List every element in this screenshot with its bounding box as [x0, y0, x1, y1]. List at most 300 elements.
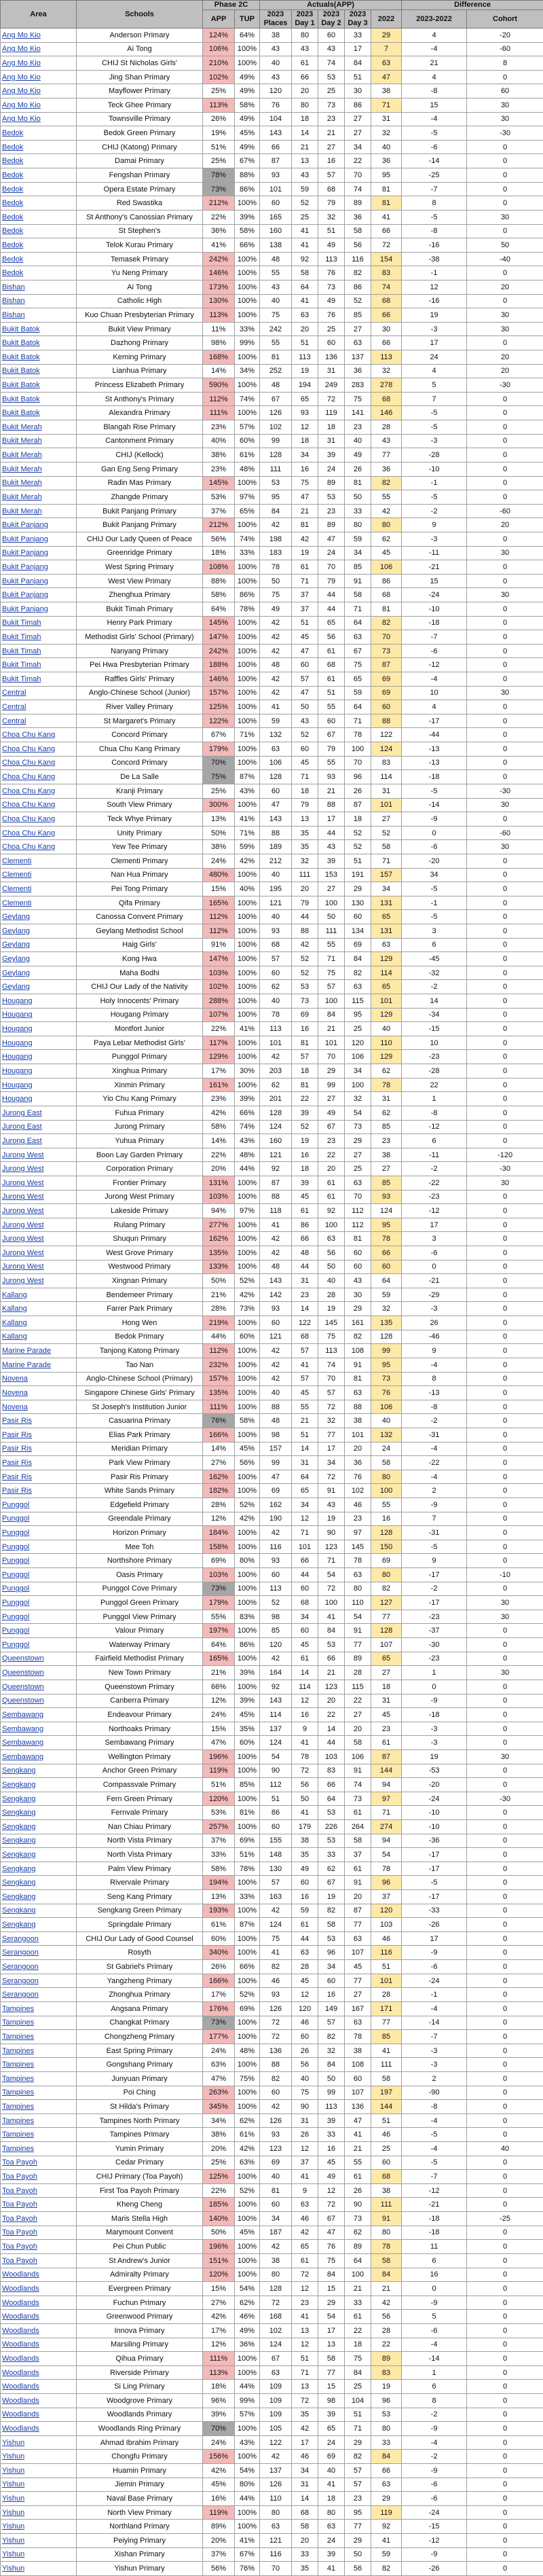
- area-cell[interactable]: Hougang: [1, 1036, 77, 1050]
- area-cell[interactable]: Pasir Ris: [1, 1414, 77, 1428]
- table-row: [1, 1134, 543, 1148]
- area-cell[interactable]: Sengkang: [1, 1904, 77, 1918]
- area-cell[interactable]: Punggol: [1, 1540, 77, 1554]
- area-cell[interactable]: Woodlands: [1, 2310, 77, 2324]
- area-cell[interactable]: Sengkang: [1, 1862, 77, 1876]
- table-row: [1, 1526, 543, 1540]
- area-cell[interactable]: Novena: [1, 1386, 77, 1400]
- area-cell[interactable]: Serangoon: [1, 1974, 77, 1988]
- day2-cell: 49: [318, 238, 345, 253]
- day3-cell: 82: [345, 266, 371, 280]
- app-cell: 70%: [203, 2422, 235, 2436]
- area-cell[interactable]: Punggol: [1, 1526, 77, 1540]
- diff-cell: -4: [402, 112, 467, 126]
- app-cell: 91%: [203, 938, 235, 952]
- places-cell: 63: [260, 2520, 292, 2534]
- area-cell[interactable]: Hougang: [1, 1050, 77, 1064]
- day1-cell: 35: [292, 2408, 318, 2422]
- cohort-cell: 0: [467, 854, 543, 868]
- area-cell[interactable]: Hougang: [1, 1064, 77, 1078]
- area-cell[interactable]: Sengkang: [1, 1792, 77, 1806]
- area-cell[interactable]: Tampines: [1, 2030, 77, 2044]
- day3-cell: 77: [345, 1974, 371, 1988]
- y2022-cell: 82: [371, 476, 402, 490]
- area-cell[interactable]: Geylang: [1, 924, 77, 939]
- area-cell[interactable]: Sengkang: [1, 1876, 77, 1890]
- area-cell[interactable]: Tampines: [1, 2071, 77, 2086]
- app-cell: 277%: [203, 1218, 235, 1232]
- places-cell: 105: [260, 2422, 292, 2436]
- area-cell[interactable]: Punggol: [1, 1512, 77, 1526]
- area-cell[interactable]: Bedok: [1, 238, 77, 253]
- area-cell[interactable]: Sembawang: [1, 1722, 77, 1736]
- area-cell[interactable]: Woodlands: [1, 2408, 77, 2422]
- area-cell[interactable]: Toa Payoh: [1, 2198, 77, 2212]
- area-cell[interactable]: Ang Mo Kio: [1, 112, 77, 126]
- y2022-cell: 74: [371, 280, 402, 294]
- area-cell[interactable]: Choa Chu Kang: [1, 826, 77, 840]
- area-cell[interactable]: Choa Chu Kang: [1, 770, 77, 784]
- area-cell[interactable]: Bukit Merah: [1, 476, 77, 490]
- table-row: [1, 112, 543, 126]
- diff-cell: -14: [402, 798, 467, 812]
- area-cell[interactable]: Geylang: [1, 966, 77, 980]
- cohort-cell: 20: [467, 518, 543, 532]
- area-cell[interactable]: Bukit Merah: [1, 462, 77, 476]
- area-cell[interactable]: Queenstown: [1, 1652, 77, 1666]
- area-cell[interactable]: Bukit Batok: [1, 350, 77, 365]
- app-cell: 103%: [203, 1190, 235, 1204]
- table-row: [1, 1680, 543, 1694]
- day3-cell: 18: [345, 2338, 371, 2352]
- tup-cell: 100%: [235, 1260, 260, 1274]
- cohort-cell: 0: [467, 1470, 543, 1484]
- area-cell[interactable]: Choa Chu Kang: [1, 840, 77, 854]
- area-cell[interactable]: Toa Payoh: [1, 2170, 77, 2184]
- area-cell[interactable]: Toa Payoh: [1, 2240, 77, 2254]
- area-cell[interactable]: Bukit Batok: [1, 392, 77, 406]
- places-cell: 42: [260, 644, 292, 658]
- school-cell: Singapore Chinese Girls' Primary: [77, 1386, 203, 1400]
- area-cell[interactable]: Bukit Merah: [1, 490, 77, 505]
- area-cell[interactable]: Punggol: [1, 1582, 77, 1596]
- area-cell[interactable]: Bukit Timah: [1, 658, 77, 672]
- area-cell[interactable]: Bukit Panjang: [1, 574, 77, 588]
- cohort-cell: 0: [467, 952, 543, 966]
- day2-cell: 72: [318, 392, 345, 406]
- area-cell[interactable]: Hougang: [1, 1008, 77, 1022]
- area-cell[interactable]: Jurong West: [1, 1162, 77, 1176]
- area-cell[interactable]: Clementi: [1, 896, 77, 910]
- area-cell[interactable]: Woodlands: [1, 2338, 77, 2352]
- area-cell[interactable]: Bukit Merah: [1, 420, 77, 435]
- area-cell[interactable]: Bedok: [1, 196, 77, 211]
- area-cell[interactable]: Choa Chu Kang: [1, 756, 77, 770]
- area-cell[interactable]: Queenstown: [1, 1680, 77, 1694]
- cohort-cell: 0: [467, 2338, 543, 2352]
- day1-cell: 41: [292, 1736, 318, 1750]
- day1-cell: 56: [292, 2058, 318, 2072]
- area-cell[interactable]: Bishan: [1, 280, 77, 294]
- area-cell[interactable]: Tampines: [1, 2016, 77, 2030]
- area-cell[interactable]: Yishun: [1, 2547, 77, 2562]
- school-cell: Fuchun Primary: [77, 2296, 203, 2310]
- day1-cell: 90: [292, 2100, 318, 2114]
- app-cell: 53%: [203, 1806, 235, 1820]
- area-cell[interactable]: Punggol: [1, 1610, 77, 1624]
- area-cell[interactable]: Tampines: [1, 2142, 77, 2156]
- day3-cell: 51: [345, 2408, 371, 2422]
- area-cell[interactable]: Bukit Timah: [1, 630, 77, 645]
- area-cell[interactable]: Tampines: [1, 2100, 77, 2114]
- area-cell[interactable]: Tampines: [1, 2001, 77, 2016]
- area-cell[interactable]: Hougang: [1, 1078, 77, 1092]
- area-cell[interactable]: Tampines: [1, 2086, 77, 2100]
- area-cell[interactable]: Bukit Timah: [1, 644, 77, 658]
- area-cell[interactable]: Punggol: [1, 1624, 77, 1638]
- area-cell[interactable]: Woodlands: [1, 2365, 77, 2380]
- area-cell[interactable]: Yishun: [1, 2520, 77, 2534]
- area-cell[interactable]: Yishun: [1, 2464, 77, 2478]
- day1-cell: 71: [292, 574, 318, 588]
- area-cell[interactable]: Kallang: [1, 1316, 77, 1330]
- area-cell[interactable]: Marine Parade: [1, 1344, 77, 1358]
- cohort-cell: 40: [467, 2142, 543, 2156]
- area-cell[interactable]: Jurong West: [1, 1204, 77, 1218]
- area-cell[interactable]: Bukit Merah: [1, 434, 77, 448]
- area-cell[interactable]: Jurong West: [1, 1218, 77, 1232]
- area-cell[interactable]: Sembawang: [1, 1708, 77, 1722]
- places-cell: 136: [260, 2044, 292, 2058]
- area-cell[interactable]: Sengkang: [1, 1834, 77, 1848]
- table-row: [1, 1246, 543, 1260]
- area-cell[interactable]: Tampines: [1, 2114, 77, 2128]
- places-cell: 40: [260, 910, 292, 924]
- area-cell[interactable]: Sengkang: [1, 1918, 77, 1932]
- school-cell: Junyuan Primary: [77, 2071, 203, 2086]
- area-cell[interactable]: Jurong West: [1, 1274, 77, 1288]
- area-cell[interactable]: Bedok: [1, 252, 77, 266]
- area-cell[interactable]: Novena: [1, 1400, 77, 1414]
- area-cell[interactable]: Geylang: [1, 938, 77, 952]
- area-cell[interactable]: Yishun: [1, 2478, 77, 2492]
- area-cell[interactable]: Bukit Merah: [1, 504, 77, 518]
- area-cell[interactable]: Punggol: [1, 1568, 77, 1582]
- school-cell: Shuqun Primary: [77, 1232, 203, 1246]
- area-cell[interactable]: Pasir Ris: [1, 1470, 77, 1484]
- area-cell[interactable]: Hougang: [1, 1022, 77, 1036]
- area-cell[interactable]: Sengkang: [1, 1778, 77, 1792]
- area-cell[interactable]: Bedok: [1, 224, 77, 238]
- area-cell[interactable]: Bedok: [1, 182, 77, 196]
- area-cell[interactable]: Yishun: [1, 2534, 77, 2548]
- area-cell[interactable]: Bishan: [1, 294, 77, 308]
- area-cell[interactable]: Sengkang: [1, 1848, 77, 1862]
- tup-cell: 100%: [235, 742, 260, 757]
- area-cell[interactable]: Ang Mo Kio: [1, 84, 77, 98]
- diff-cell: 1: [402, 2365, 467, 2380]
- y2022-cell: 42: [371, 2296, 402, 2310]
- day2-cell: 43: [318, 42, 345, 56]
- day2-cell: 17: [318, 1442, 345, 1456]
- places-cell: 42: [260, 686, 292, 700]
- diff-cell: -17: [402, 714, 467, 728]
- area-cell[interactable]: Bukit Panjang: [1, 546, 77, 560]
- places-cell: 165: [260, 210, 292, 224]
- area-cell[interactable]: Yishun: [1, 2492, 77, 2506]
- tup-cell: 39%: [235, 210, 260, 224]
- school-cell: Kong Hwa: [77, 952, 203, 966]
- area-cell[interactable]: Pasir Ris: [1, 1456, 77, 1470]
- area-cell[interactable]: Jurong East: [1, 1120, 77, 1134]
- table-row: [1, 1862, 543, 1876]
- day3-cell: 22: [345, 1694, 371, 1708]
- cohort-cell: 0: [467, 2198, 543, 2212]
- y2022-cell: 171: [371, 2001, 402, 2016]
- area-cell[interactable]: Jurong West: [1, 1190, 77, 1204]
- area-cell[interactable]: Bukit Batok: [1, 322, 77, 336]
- area-cell[interactable]: Toa Payoh: [1, 2253, 77, 2268]
- y2022-cell: 82: [371, 616, 402, 630]
- area-cell[interactable]: Serangoon: [1, 1960, 77, 1974]
- area-cell[interactable]: Choa Chu Kang: [1, 798, 77, 812]
- school-cell: Canberra Primary: [77, 1694, 203, 1708]
- area-cell[interactable]: Sengkang: [1, 1764, 77, 1778]
- area-cell[interactable]: Jurong East: [1, 1134, 77, 1148]
- area-cell[interactable]: Clementi: [1, 868, 77, 882]
- area-cell[interactable]: Kallang: [1, 1288, 77, 1302]
- day1-cell: 23: [292, 2296, 318, 2310]
- area-cell[interactable]: Bukit Panjang: [1, 532, 77, 546]
- area-cell[interactable]: Woodlands: [1, 2393, 77, 2408]
- app-cell: 108%: [203, 560, 235, 575]
- day1-cell: 21: [292, 140, 318, 154]
- diff-cell: -23: [402, 1652, 467, 1666]
- day1-cell: 31: [292, 1456, 318, 1470]
- area-cell[interactable]: Pasir Ris: [1, 1428, 77, 1442]
- day2-cell: 74: [318, 56, 345, 71]
- day3-cell: 108: [345, 2058, 371, 2072]
- school-cell: Montfort Junior: [77, 1022, 203, 1036]
- area-cell[interactable]: Jurong West: [1, 1148, 77, 1162]
- area-cell[interactable]: Yishun: [1, 2435, 77, 2450]
- area-cell[interactable]: Yishun: [1, 2505, 77, 2520]
- places-cell: 42: [260, 616, 292, 630]
- y2022-cell: 85: [371, 1120, 402, 1134]
- tup-cell: 44%: [235, 1162, 260, 1176]
- area-cell[interactable]: Central: [1, 714, 77, 728]
- area-cell[interactable]: Kallang: [1, 1302, 77, 1316]
- table-row: [1, 2450, 543, 2464]
- day2-cell: 60: [318, 714, 345, 728]
- y2022-cell: 41: [371, 210, 402, 224]
- area-cell[interactable]: Toa Payoh: [1, 2226, 77, 2240]
- area-cell[interactable]: Geylang: [1, 952, 77, 966]
- day2-cell: 41: [318, 2478, 345, 2492]
- area-cell[interactable]: Bukit Batok: [1, 406, 77, 420]
- area-cell[interactable]: Jurong East: [1, 1106, 77, 1120]
- area-cell[interactable]: Novena: [1, 1372, 77, 1386]
- y2022-cell: 7: [371, 42, 402, 56]
- places-cell: 82: [260, 2071, 292, 2086]
- area-cell[interactable]: Serangoon: [1, 1988, 77, 2002]
- area-cell[interactable]: Bukit Timah: [1, 616, 77, 630]
- area-cell[interactable]: Yishun: [1, 2450, 77, 2464]
- area-cell[interactable]: Jurong West: [1, 1260, 77, 1274]
- day3-cell: 95: [345, 2505, 371, 2520]
- area-cell[interactable]: Bedok: [1, 168, 77, 183]
- area-cell[interactable]: Bedok: [1, 266, 77, 280]
- y2022-cell: 34: [371, 882, 402, 896]
- tup-cell: 41%: [235, 1022, 260, 1036]
- area-cell[interactable]: Punggol: [1, 1596, 77, 1610]
- area-cell[interactable]: Ang Mo Kio: [1, 70, 77, 84]
- area-cell[interactable]: Bukit Panjang: [1, 602, 77, 616]
- area-cell[interactable]: Central: [1, 686, 77, 700]
- area-cell[interactable]: Serangoon: [1, 1931, 77, 1946]
- area-cell[interactable]: Central: [1, 700, 77, 714]
- area-cell[interactable]: Choa Chu Kang: [1, 784, 77, 798]
- area-cell[interactable]: Geylang: [1, 980, 77, 994]
- area-cell[interactable]: Bukit Panjang: [1, 560, 77, 575]
- y2022-cell: 78: [371, 1078, 402, 1092]
- area-cell[interactable]: Woodlands: [1, 2323, 77, 2338]
- places-cell: 101: [260, 1036, 292, 1050]
- area-cell[interactable]: Woodlands: [1, 2268, 77, 2282]
- places-cell: 59: [260, 714, 292, 728]
- area-cell[interactable]: Bukit Batok: [1, 364, 77, 378]
- day1-cell: 53: [292, 980, 318, 994]
- area-cell[interactable]: Hougang: [1, 1092, 77, 1106]
- app-cell: 37%: [203, 1834, 235, 1848]
- y2022-cell: 47: [371, 70, 402, 84]
- area-cell[interactable]: Choa Chu Kang: [1, 742, 77, 757]
- area-cell[interactable]: Pasir Ris: [1, 1442, 77, 1456]
- day1-cell: 60: [292, 1876, 318, 1890]
- area-cell[interactable]: Ang Mo Kio: [1, 98, 77, 113]
- area-cell[interactable]: Woodlands: [1, 2282, 77, 2296]
- diff-cell: -5: [402, 882, 467, 896]
- tup-cell: 100%: [235, 896, 260, 910]
- area-cell[interactable]: Bedok: [1, 154, 77, 168]
- area-cell[interactable]: Tampines: [1, 2058, 77, 2072]
- area-cell[interactable]: Bukit Panjang: [1, 588, 77, 602]
- area-cell[interactable]: Bukit Batok: [1, 378, 77, 393]
- y2022-cell: 80: [371, 2422, 402, 2436]
- area-cell[interactable]: Woodlands: [1, 2352, 77, 2366]
- day2-cell: 72: [318, 1470, 345, 1484]
- day1-cell: 61: [292, 1652, 318, 1666]
- app-cell: 23%: [203, 420, 235, 435]
- area-cell[interactable]: Toa Payoh: [1, 2183, 77, 2198]
- day1-cell: 120: [292, 2001, 318, 2016]
- day1-cell: 14: [292, 2492, 318, 2506]
- day1-cell: 80: [292, 29, 318, 43]
- area-cell[interactable]: Bedok: [1, 210, 77, 224]
- area-cell[interactable]: Bedok: [1, 126, 77, 141]
- day2-cell: 41: [318, 1610, 345, 1624]
- y2022-cell: 59: [371, 1288, 402, 1302]
- area-cell[interactable]: Tampines: [1, 2128, 77, 2142]
- area-cell[interactable]: Marine Parade: [1, 1358, 77, 1372]
- area-cell[interactable]: Punggol: [1, 1638, 77, 1652]
- area-cell[interactable]: Sembawang: [1, 1749, 77, 1764]
- area-cell[interactable]: Toa Payoh: [1, 2156, 77, 2170]
- area-cell[interactable]: Woodlands: [1, 2296, 77, 2310]
- area-cell[interactable]: Hougang: [1, 994, 77, 1009]
- area-cell[interactable]: Sembawang: [1, 1736, 77, 1750]
- area-cell[interactable]: Yishun: [1, 2562, 77, 2576]
- area-cell[interactable]: Woodlands: [1, 2380, 77, 2394]
- cohort-cell: 0: [467, 938, 543, 952]
- area-cell[interactable]: Toa Payoh: [1, 2212, 77, 2226]
- area-cell[interactable]: Geylang: [1, 910, 77, 924]
- day2-cell: 60: [318, 336, 345, 350]
- area-cell[interactable]: Clementi: [1, 882, 77, 896]
- cohort-cell: 0: [467, 1120, 543, 1134]
- area-cell[interactable]: Ang Mo Kio: [1, 29, 77, 43]
- table-row: [1, 616, 543, 630]
- area-cell[interactable]: Queenstown: [1, 1666, 77, 1680]
- table-row: [1, 1778, 543, 1792]
- tup-cell: 78%: [235, 602, 260, 616]
- area-cell[interactable]: Queenstown: [1, 1694, 77, 1708]
- places-cell: 54: [260, 1749, 292, 1764]
- table-row: [1, 770, 543, 784]
- diff-cell: -8: [402, 224, 467, 238]
- places-cell: 168: [260, 2310, 292, 2324]
- area-cell[interactable]: Kallang: [1, 1330, 77, 1344]
- area-cell[interactable]: Bukit Panjang: [1, 518, 77, 532]
- area-cell[interactable]: Woodlands: [1, 2422, 77, 2436]
- school-cell: Bukit Panjang Primary: [77, 518, 203, 532]
- area-cell[interactable]: Serangoon: [1, 1946, 77, 1960]
- area-cell[interactable]: Sengkang: [1, 1820, 77, 1834]
- diff-cell: -10: [402, 462, 467, 476]
- area-cell[interactable]: Choa Chu Kang: [1, 728, 77, 742]
- cohort-cell: 0: [467, 1722, 543, 1736]
- area-cell[interactable]: Bedok: [1, 140, 77, 154]
- area-cell[interactable]: Bukit Batok: [1, 336, 77, 350]
- area-cell[interactable]: Ang Mo Kio: [1, 56, 77, 71]
- area-cell[interactable]: Bukit Timah: [1, 672, 77, 687]
- school-cell: Henry Park Primary: [77, 616, 203, 630]
- school-cell: St Gabriel's Primary: [77, 1960, 203, 1974]
- area-cell[interactable]: Sengkang: [1, 1890, 77, 1904]
- area-cell[interactable]: Jurong West: [1, 1232, 77, 1246]
- area-cell[interactable]: Bishan: [1, 308, 77, 323]
- cohort-cell: 0: [467, 1302, 543, 1316]
- area-cell[interactable]: Jurong West: [1, 1246, 77, 1260]
- tup-cell: 100%: [235, 1372, 260, 1386]
- diff-cell: -12: [402, 2183, 467, 2198]
- area-cell[interactable]: Jurong West: [1, 1176, 77, 1190]
- day1-cell: 78: [292, 1749, 318, 1764]
- day3-cell: 50: [345, 490, 371, 505]
- area-cell[interactable]: Ang Mo Kio: [1, 42, 77, 56]
- cohort-cell: 0: [467, 2492, 543, 2506]
- area-cell[interactable]: Bukit Merah: [1, 448, 77, 462]
- area-cell[interactable]: Tampines: [1, 2044, 77, 2058]
- area-cell[interactable]: Punggol: [1, 1554, 77, 1568]
- area-cell[interactable]: Pasir Ris: [1, 1484, 77, 1498]
- table-row: [1, 2393, 543, 2408]
- area-cell[interactable]: Choa Chu Kang: [1, 812, 77, 827]
- area-cell[interactable]: Punggol: [1, 1498, 77, 1512]
- area-cell[interactable]: Clementi: [1, 854, 77, 868]
- area-cell[interactable]: Sengkang: [1, 1806, 77, 1820]
- diff-cell: 34: [402, 868, 467, 882]
